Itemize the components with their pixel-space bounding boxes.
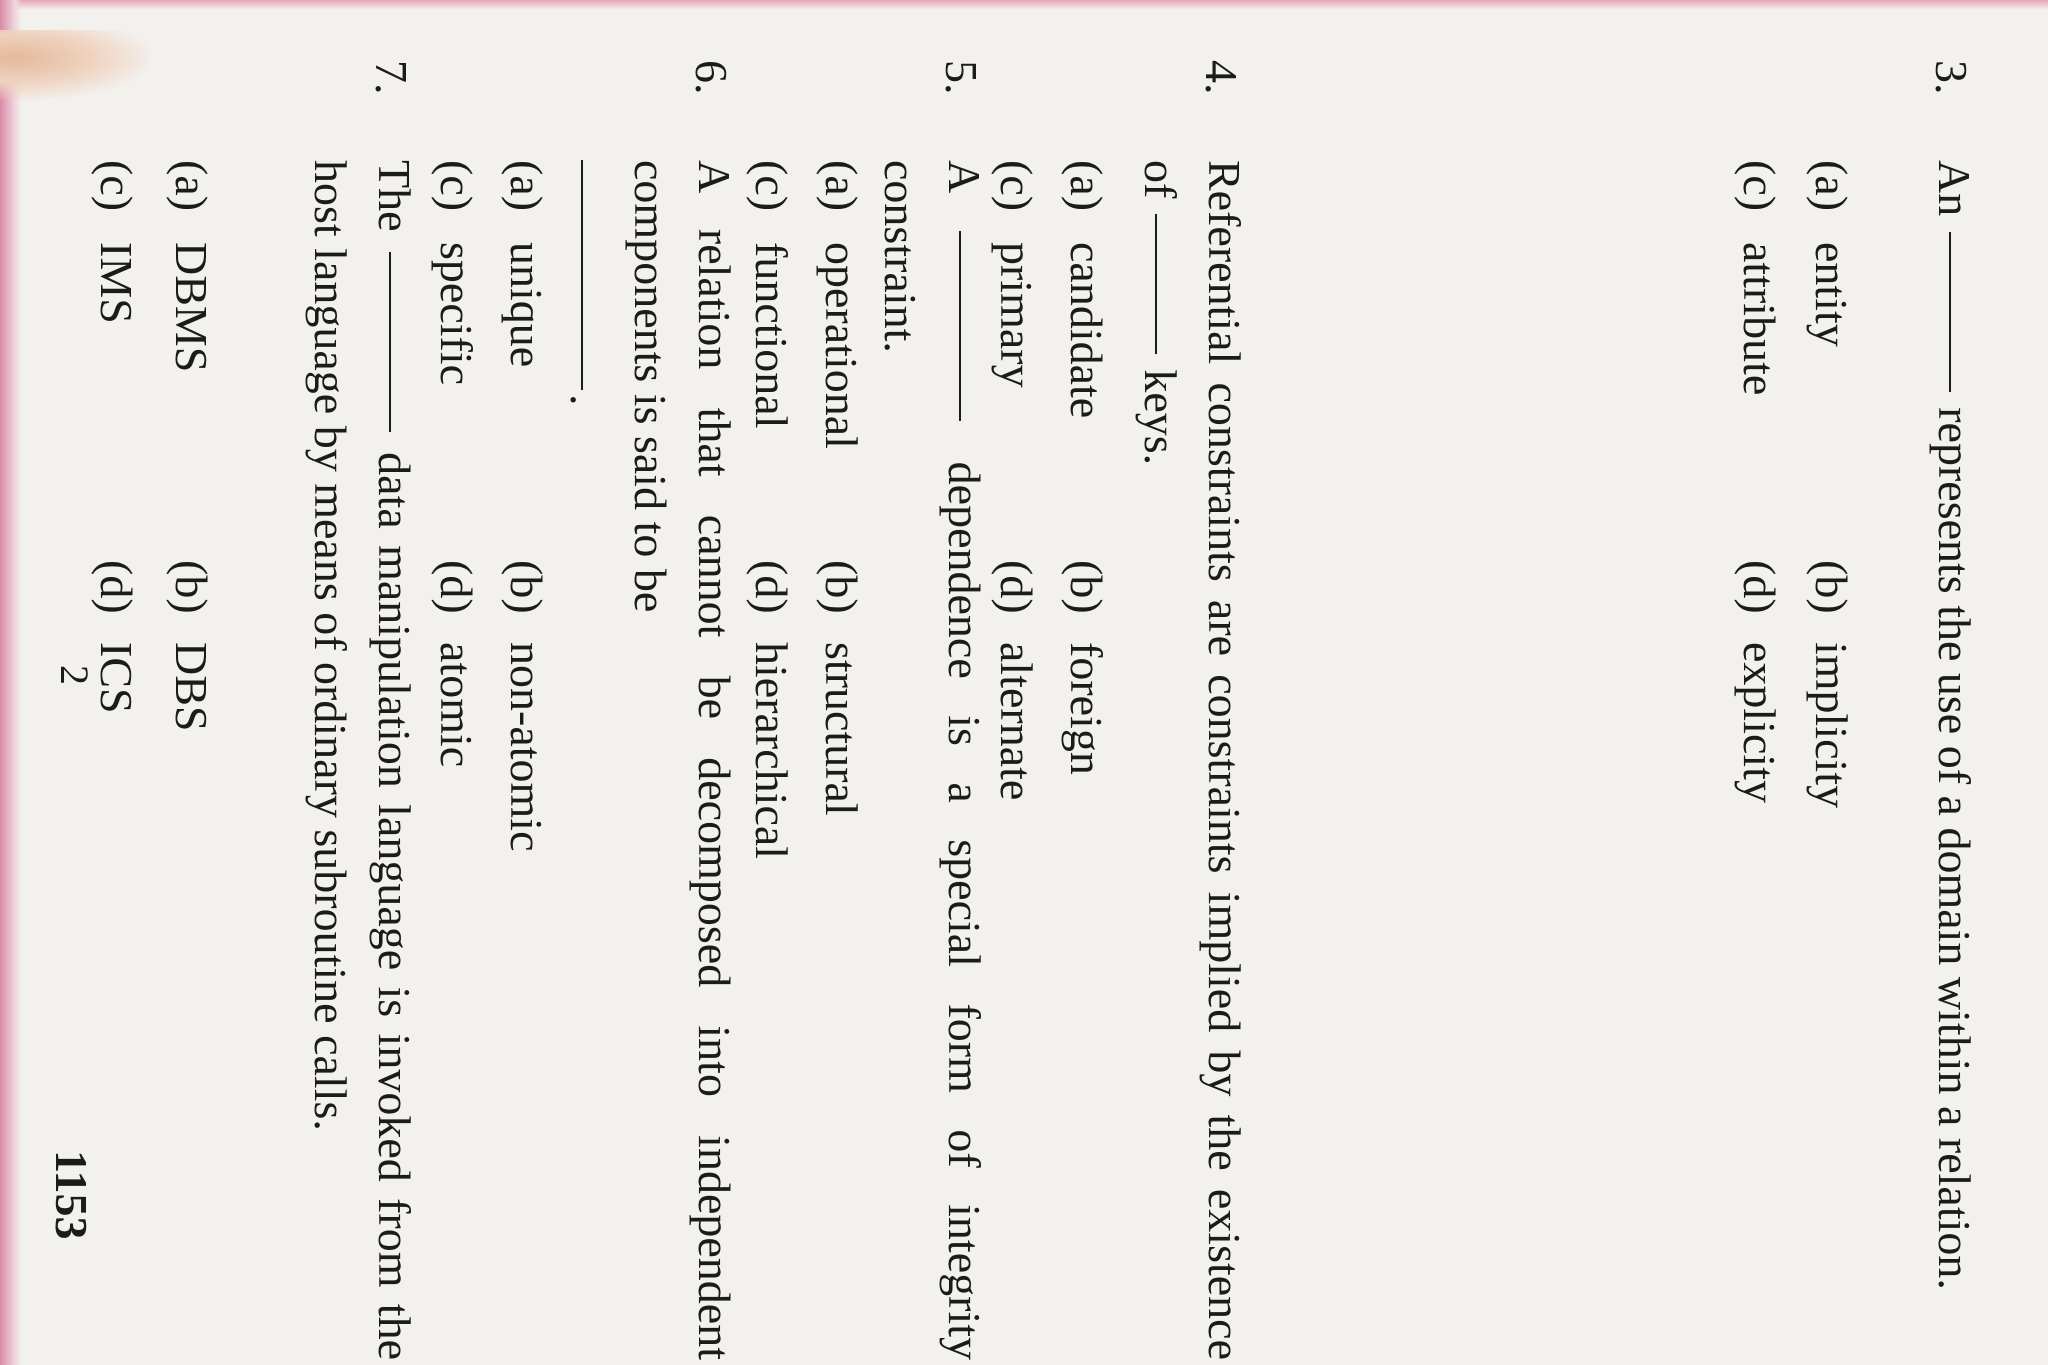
- paper-code: 1153: [46, 1150, 97, 1240]
- option-b: [815, 560, 868, 816]
- question-number: 7.: [366, 60, 417, 95]
- option-a: [1060, 160, 1113, 418]
- option-d: [1733, 560, 1786, 803]
- option-a: [1805, 160, 1858, 347]
- option-c: [1733, 160, 1786, 395]
- option-text: implicity: [1806, 642, 1857, 809]
- option-label: (a): [501, 160, 552, 212]
- option-c: [745, 160, 798, 429]
- stem-text-after: data manipulation language is invoked from the host language by means of ordinary subroutine calls.: [305, 160, 420, 1361]
- option-text: functional: [746, 242, 797, 429]
- option-text: entity: [1806, 242, 1857, 347]
- option-label: (a): [166, 160, 217, 212]
- option-b: [165, 560, 218, 731]
- option-text: unique: [501, 242, 552, 368]
- option-text: attribute: [1734, 242, 1785, 396]
- option-text: alternate: [991, 642, 1042, 801]
- option-text: atomic: [431, 642, 482, 768]
- option-label: (d): [991, 560, 1042, 614]
- answer-blank: [389, 252, 391, 432]
- option-text: non-atomic: [501, 642, 552, 852]
- option-label: (b): [1806, 560, 1857, 614]
- option-label: (c): [431, 160, 482, 212]
- page-number: 2: [52, 665, 97, 685]
- question-stem: [554, 160, 746, 1360]
- option-label: (a): [1061, 160, 1112, 212]
- option-text: DBMS: [166, 242, 217, 373]
- question-stem: [1922, 160, 1986, 1360]
- answer-blank: [1949, 232, 1951, 392]
- answer-blank: [1155, 214, 1157, 354]
- option-text: primary: [991, 242, 1042, 388]
- option-text: foreign: [1061, 642, 1112, 775]
- option-label: (c): [746, 160, 797, 212]
- question-stem: [1128, 160, 1256, 1360]
- option-a: [500, 160, 553, 367]
- stem-text-after: represents the use of a domain within a relation.: [1929, 407, 1980, 1290]
- option-text: ICS: [91, 642, 142, 714]
- option-label: (a): [816, 160, 867, 212]
- option-text: explicity: [1734, 642, 1785, 803]
- option-label: (c): [1734, 160, 1785, 212]
- question-stem: [298, 160, 426, 1360]
- answer-blank: [959, 231, 961, 421]
- option-label: (d): [746, 560, 797, 614]
- option-text: IMS: [91, 242, 142, 324]
- option-d: [990, 560, 1043, 800]
- stem-text-before: Referential constraints are constraints implied by the existence of: [1135, 160, 1250, 1360]
- option-text: hierarchical: [746, 642, 797, 860]
- answer-blank: [581, 160, 583, 390]
- stem-text-before: A: [939, 160, 990, 191]
- option-c: [990, 160, 1043, 388]
- option-label: (c): [991, 160, 1042, 212]
- option-c: [430, 160, 483, 385]
- option-label: (d): [431, 560, 482, 614]
- option-text: specific: [431, 242, 482, 386]
- stem-text-after: dependence is a special form of integrity constraint.: [875, 160, 990, 1361]
- stem-text-after: keys.: [1135, 369, 1186, 466]
- option-text: candidate: [1061, 242, 1112, 419]
- question-number: 6.: [686, 60, 737, 95]
- option-b: [500, 560, 553, 852]
- stem-text-before: An: [1929, 160, 1980, 217]
- option-a: [815, 160, 868, 449]
- option-label: (b): [166, 560, 217, 614]
- option-label: (d): [1734, 560, 1785, 614]
- option-label: (b): [816, 560, 867, 614]
- question-stem: [868, 160, 996, 1360]
- option-label: (c): [91, 160, 142, 212]
- option-b: [1060, 560, 1113, 775]
- option-label: (b): [1061, 560, 1112, 614]
- option-b: [1805, 560, 1858, 808]
- question-number: 4.: [1196, 60, 1247, 95]
- stem-text-after: .: [561, 394, 612, 406]
- option-d: [90, 560, 143, 714]
- option-label: (b): [501, 560, 552, 614]
- option-c: [90, 160, 143, 324]
- question-number: 3.: [1926, 60, 1977, 95]
- option-d: [430, 560, 483, 767]
- option-label: (d): [91, 560, 142, 614]
- option-a: [165, 160, 218, 372]
- option-d: [745, 560, 798, 859]
- option-label: (a): [1806, 160, 1857, 212]
- option-text: DBS: [166, 642, 217, 732]
- option-text: structural: [816, 642, 867, 816]
- option-text: operational: [816, 242, 867, 449]
- stem-text-before: A relation that cannot be decomposed into independent components is said to be: [625, 160, 740, 1360]
- question-number: 5.: [936, 60, 987, 95]
- stem-text-before: The: [369, 160, 420, 232]
